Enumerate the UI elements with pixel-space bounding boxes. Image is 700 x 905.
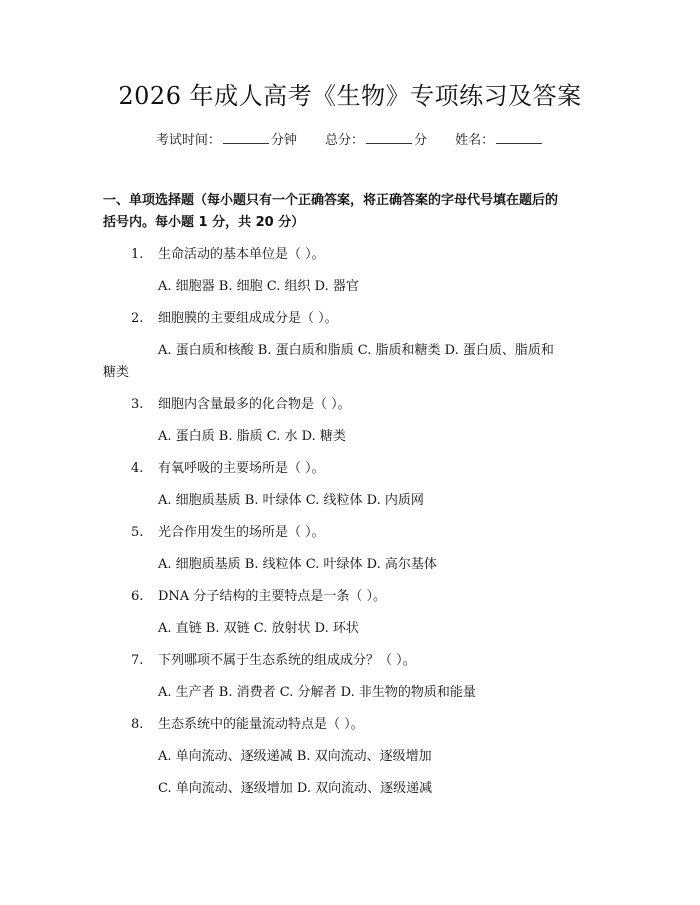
- section-heading: [103, 190, 603, 234]
- question-3-options: A. 蛋白质 B. 脂质 C. 水 D. 糖类: [158, 429, 346, 444]
- question-4: [103, 458, 603, 480]
- section-heading-line2: 括号内。每小题 1 分，共 20 分）: [103, 215, 305, 230]
- question-number: 2.: [131, 311, 144, 326]
- name-blank[interactable]: [496, 130, 542, 144]
- question-1-options: A. 细胞器 B. 细胞 C. 组织 D. 器官: [158, 279, 359, 294]
- question-8-options-line1: A. 单向流动、逐级递减 B. 双向流动、逐级增加: [158, 749, 432, 764]
- question-number: 5.: [131, 525, 144, 540]
- question-2-options: [103, 340, 603, 384]
- question-text: 下列哪项不属于生态系统的组成成分？（ ）。: [158, 653, 416, 668]
- question-text: 有氧呼吸的主要场所是（ ）。: [158, 461, 325, 476]
- score-blank[interactable]: [366, 130, 412, 144]
- question-number: 7.: [131, 653, 144, 668]
- question-6: [103, 586, 603, 608]
- question-7-options: A. 生产者 B. 消费者 C. 分解者 D. 非生物的物质和能量: [158, 685, 476, 700]
- question-text: 光合作用发生的场所是（ ）。: [158, 525, 325, 540]
- page-title: 2026 年成人高考《生物》专项练习及答案: [118, 82, 582, 110]
- exam-time: [156, 130, 297, 151]
- options-line2: 糖类: [103, 365, 130, 380]
- score-unit: 分: [414, 133, 428, 148]
- question-text: 细胞膜的主要组成成分是（ ）。: [158, 311, 338, 326]
- question-number: 3.: [131, 397, 144, 412]
- question-6-options: A. 直链 B. 双链 C. 放射状 D. 环状: [158, 621, 359, 636]
- question-8: [103, 714, 603, 736]
- question-text: DNA 分子结构的主要特点是一条（ ）。: [158, 589, 386, 604]
- question-2: [103, 308, 603, 330]
- question-1: [103, 244, 603, 266]
- exam-meta: [0, 130, 700, 151]
- question-list: [103, 244, 603, 810]
- question-number: 8.: [131, 717, 144, 732]
- question-8-options-line2: C. 单向流动、逐级增加 D. 双向流动、逐级递减: [158, 781, 433, 796]
- options-line1: A. 蛋白质和核酸 B. 蛋白质和脂质 C. 脂质和糖类 D. 蛋白质、脂质和: [158, 343, 554, 358]
- time-blank[interactable]: [223, 130, 269, 144]
- time-unit: 分钟: [270, 133, 297, 148]
- question-7: [103, 650, 603, 672]
- time-label: 考试时间：: [155, 133, 221, 148]
- question-text: 细胞内含量最多的化合物是（ ）。: [158, 397, 351, 412]
- question-5: [103, 522, 603, 544]
- section-heading-line1: 一、单项选择题（每小题只有一个正确答案，将正确答案的字母代号填在题后的: [103, 193, 559, 208]
- question-number: 1.: [131, 247, 144, 262]
- question-number: 6.: [131, 589, 144, 604]
- question-text: 生命活动的基本单位是（ ）。: [158, 247, 325, 262]
- name-label: 姓名：: [455, 133, 495, 148]
- question-number: 4.: [131, 461, 144, 476]
- question-4-options: A. 细胞质基质 B. 叶绿体 C. 线粒体 D. 内质网: [158, 493, 424, 508]
- question-5-options: A. 细胞质基质 B. 线粒体 C. 叶绿体 D. 高尔基体: [158, 557, 437, 572]
- exam-score: [325, 130, 427, 151]
- question-3: [103, 394, 603, 416]
- exam-name: [455, 130, 544, 151]
- score-label: 总分：: [324, 133, 364, 148]
- question-text: 生态系统中的能量流动特点是（ ）。: [158, 717, 364, 732]
